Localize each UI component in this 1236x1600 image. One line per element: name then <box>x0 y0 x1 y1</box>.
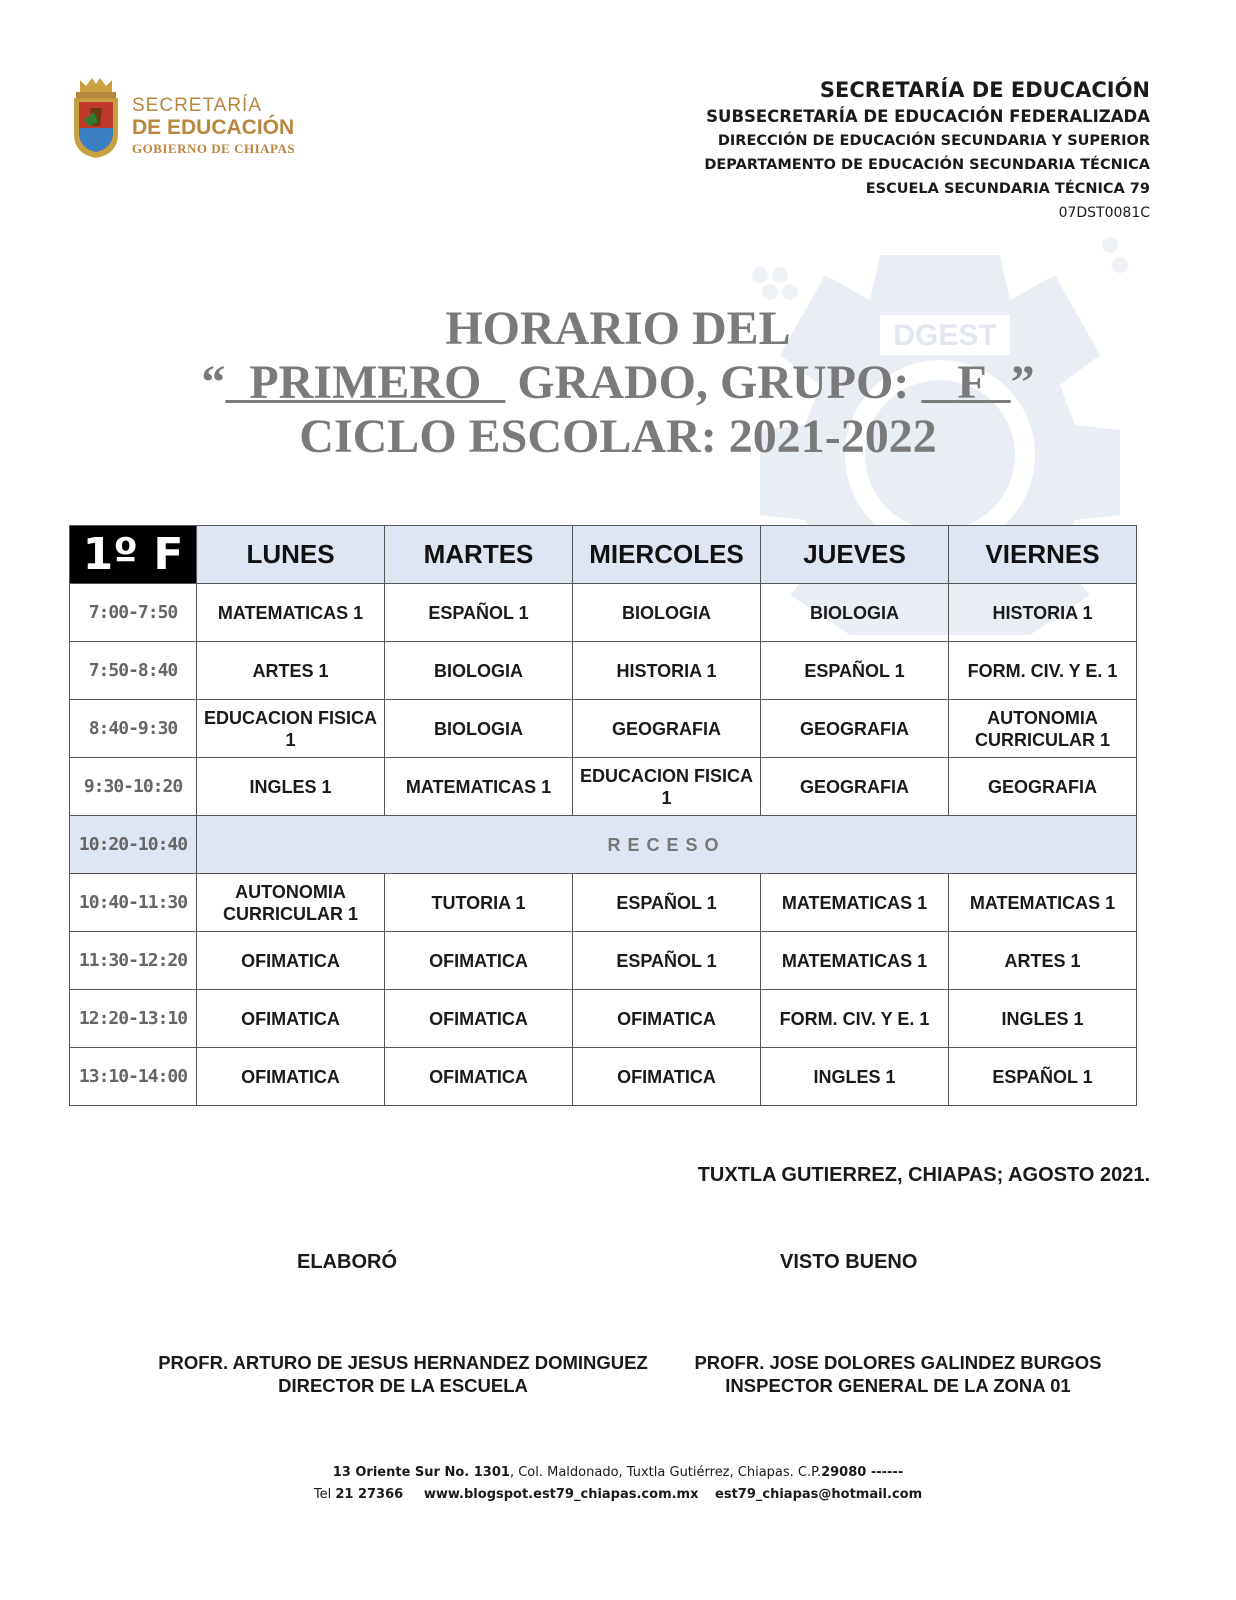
subject-cell: MATEMATICAS 1 <box>761 932 949 990</box>
subject-cell: ESPAÑOL 1 <box>573 874 761 932</box>
subject-cell: FORM. CIV. Y E. 1 <box>949 642 1137 700</box>
footer-contacts: Tel 21 27366 www.blogspot.est79_chiapas.com.mx est79_chiapas@hotmail.com <box>313 1487 923 1502</box>
header-direccion: DIRECCIÓN DE EDUCACIÓN SECUNDARIA Y SUPERIOR <box>717 133 1150 149</box>
time-slot: 13:10-14:00 <box>70 1048 197 1106</box>
schedule-row <box>70 816 1137 874</box>
schedule-row <box>70 1048 1137 1106</box>
day-header: LUNES <box>197 526 385 584</box>
signature-right-name: PROFR. JOSE DOLORES GALINDEZ BURGOS <box>694 1352 1102 1373</box>
schedule-row <box>70 932 1137 990</box>
title-cycle: 2021-2022 <box>728 410 937 463</box>
subject-cell: GEOGRAFIA <box>573 700 761 758</box>
schedule-row <box>70 700 1137 758</box>
subject-cell: MATEMATICAS 1 <box>949 874 1137 932</box>
subject-cell: MATEMATICAS 1 <box>197 584 385 642</box>
schedule-row <box>70 642 1137 700</box>
subject-cell: BIOLOGIA <box>385 700 573 758</box>
subject-cell: BIOLOGIA <box>385 642 573 700</box>
institution-header <box>704 76 1150 225</box>
title-cycle-label: CICLO ESCOLAR: <box>299 410 717 463</box>
schedule-row <box>70 584 1137 642</box>
subject-cell: AUTONOMIA CURRICULAR 1 <box>197 874 385 932</box>
time-slot: 9:30-10:20 <box>70 758 197 816</box>
day-header: JUEVES <box>761 526 949 584</box>
subject-cell: ARTES 1 <box>949 932 1137 990</box>
title-open-quote: “ <box>201 356 226 409</box>
subject-cell: EDUCACION FISICA 1 <box>573 758 761 816</box>
signature-right <box>680 1351 1116 1397</box>
footer-email: est79_chiapas@hotmail.com <box>715 1487 923 1502</box>
header-departamento: DEPARTAMENTO DE EDUCACIÓN SECUNDARIA TÉCNICA <box>704 157 1150 173</box>
header-escuela: ESCUELA SECUNDARIA TÉCNICA 79 <box>865 181 1150 197</box>
subject-cell: GEOGRAFIA <box>761 758 949 816</box>
signature-left <box>140 1351 666 1397</box>
title-line-2 <box>0 356 1236 410</box>
subject-cell: ESPAÑOL 1 <box>573 932 761 990</box>
subject-cell: OFIMATICA <box>385 932 573 990</box>
title-close-quote: ” <box>1010 356 1035 409</box>
subject-cell: EDUCACION FISICA 1 <box>197 700 385 758</box>
subject-cell: GEOGRAFIA <box>761 700 949 758</box>
header-secretaria: SECRETARÍA DE EDUCACIÓN <box>819 78 1150 102</box>
subject-cell: ESPAÑOL 1 <box>385 584 573 642</box>
place-date: TUXTLA GUTIERREZ, CHIAPAS; AGOSTO 2021. <box>697 1164 1150 1186</box>
subject-cell: OFIMATICA <box>197 990 385 1048</box>
footer-address: 13 Oriente Sur No. 1301, Col. Maldonado, Tuxtla Gutiérrez, Chiapas. C.P.29080 ------ <box>332 1465 904 1480</box>
schedule-header-row <box>70 526 1137 584</box>
time-slot: 10:40-11:30 <box>70 874 197 932</box>
subject-cell: FORM. CIV. Y E. 1 <box>761 990 949 1048</box>
watermark-text: DGEST <box>893 319 997 352</box>
signature-left-role: DIRECTOR DE LA ESCUELA <box>278 1375 528 1396</box>
group-label: 1º F <box>70 526 197 584</box>
subject-cell: MATEMATICAS 1 <box>385 758 573 816</box>
title-group: F <box>957 356 987 409</box>
time-slot: 7:00-7:50 <box>70 584 197 642</box>
day-header: MIERCOLES <box>573 526 761 584</box>
subject-cell: HISTORIA 1 <box>573 642 761 700</box>
subject-cell: INGLES 1 <box>761 1048 949 1106</box>
title-grade-label: GRADO, GRUPO: <box>517 356 910 409</box>
chiapas-crest-icon <box>70 76 122 160</box>
time-slot: 11:30-12:20 <box>70 932 197 990</box>
subject-cell: BIOLOGIA <box>573 584 761 642</box>
title-line-1: HORARIO DEL <box>445 302 791 355</box>
logo-line-secretaria: SECRETARÍA <box>132 95 263 116</box>
time-slot: 12:20-13:10 <box>70 990 197 1048</box>
footer-website: www.blogspot.est79_chiapas.com.mx <box>423 1487 699 1502</box>
schedule-table <box>69 525 1137 1106</box>
title-grade: PRIMERO <box>249 356 482 409</box>
subject-cell: OFIMATICA <box>197 932 385 990</box>
day-header: MARTES <box>385 526 573 584</box>
subject-cell: GEOGRAFIA <box>949 758 1137 816</box>
logo-line-gobierno: GOBIERNO DE CHIAPAS <box>132 141 296 156</box>
signature-label-visto-bueno: VISTO BUENO <box>780 1251 918 1273</box>
subject-cell: INGLES 1 <box>949 990 1137 1048</box>
recess-cell: RECESO <box>197 816 1137 874</box>
time-slot: 8:40-9:30 <box>70 700 197 758</box>
subject-cell: BIOLOGIA <box>761 584 949 642</box>
time-slot: 7:50-8:40 <box>70 642 197 700</box>
signature-left-name: PROFR. ARTURO DE JESUS HERNANDEZ DOMINGUEZ <box>158 1352 648 1373</box>
schedule-row <box>70 758 1137 816</box>
footer-contact <box>0 1462 1236 1506</box>
subject-cell: HISTORIA 1 <box>949 584 1137 642</box>
subject-cell: OFIMATICA <box>385 990 573 1048</box>
subject-cell: OFIMATICA <box>573 1048 761 1106</box>
signature-right-role: INSPECTOR GENERAL DE LA ZONA 01 <box>725 1375 1071 1396</box>
time-slot: 10:20-10:40 <box>70 816 197 874</box>
subject-cell: ARTES 1 <box>197 642 385 700</box>
header-subsecretaria: SUBSECRETARÍA DE EDUCACIÓN FEDERALIZADA <box>706 107 1150 126</box>
title-line-3 <box>0 410 1236 464</box>
subject-cell: INGLES 1 <box>197 758 385 816</box>
subject-cell: ESPAÑOL 1 <box>761 642 949 700</box>
header-clave: 07DST0081C <box>1058 205 1150 221</box>
signature-label-elaboro: ELABORÓ <box>297 1251 397 1273</box>
schedule-row <box>70 874 1137 932</box>
schedule-row <box>70 990 1137 1048</box>
day-header: VIERNES <box>949 526 1137 584</box>
subject-cell: OFIMATICA <box>197 1048 385 1106</box>
subject-cell: OFIMATICA <box>573 990 761 1048</box>
subject-cell: AUTONOMIA CURRICULAR 1 <box>949 700 1137 758</box>
subject-cell: TUTORIA 1 <box>385 874 573 932</box>
logo-line-de-educacion: DE EDUCACIÓN <box>132 116 295 139</box>
secretaria-educacion-logo <box>70 76 310 166</box>
subject-cell: ESPAÑOL 1 <box>949 1048 1137 1106</box>
subject-cell: OFIMATICA <box>385 1048 573 1106</box>
subject-cell: MATEMATICAS 1 <box>761 874 949 932</box>
document-title <box>0 302 1236 464</box>
